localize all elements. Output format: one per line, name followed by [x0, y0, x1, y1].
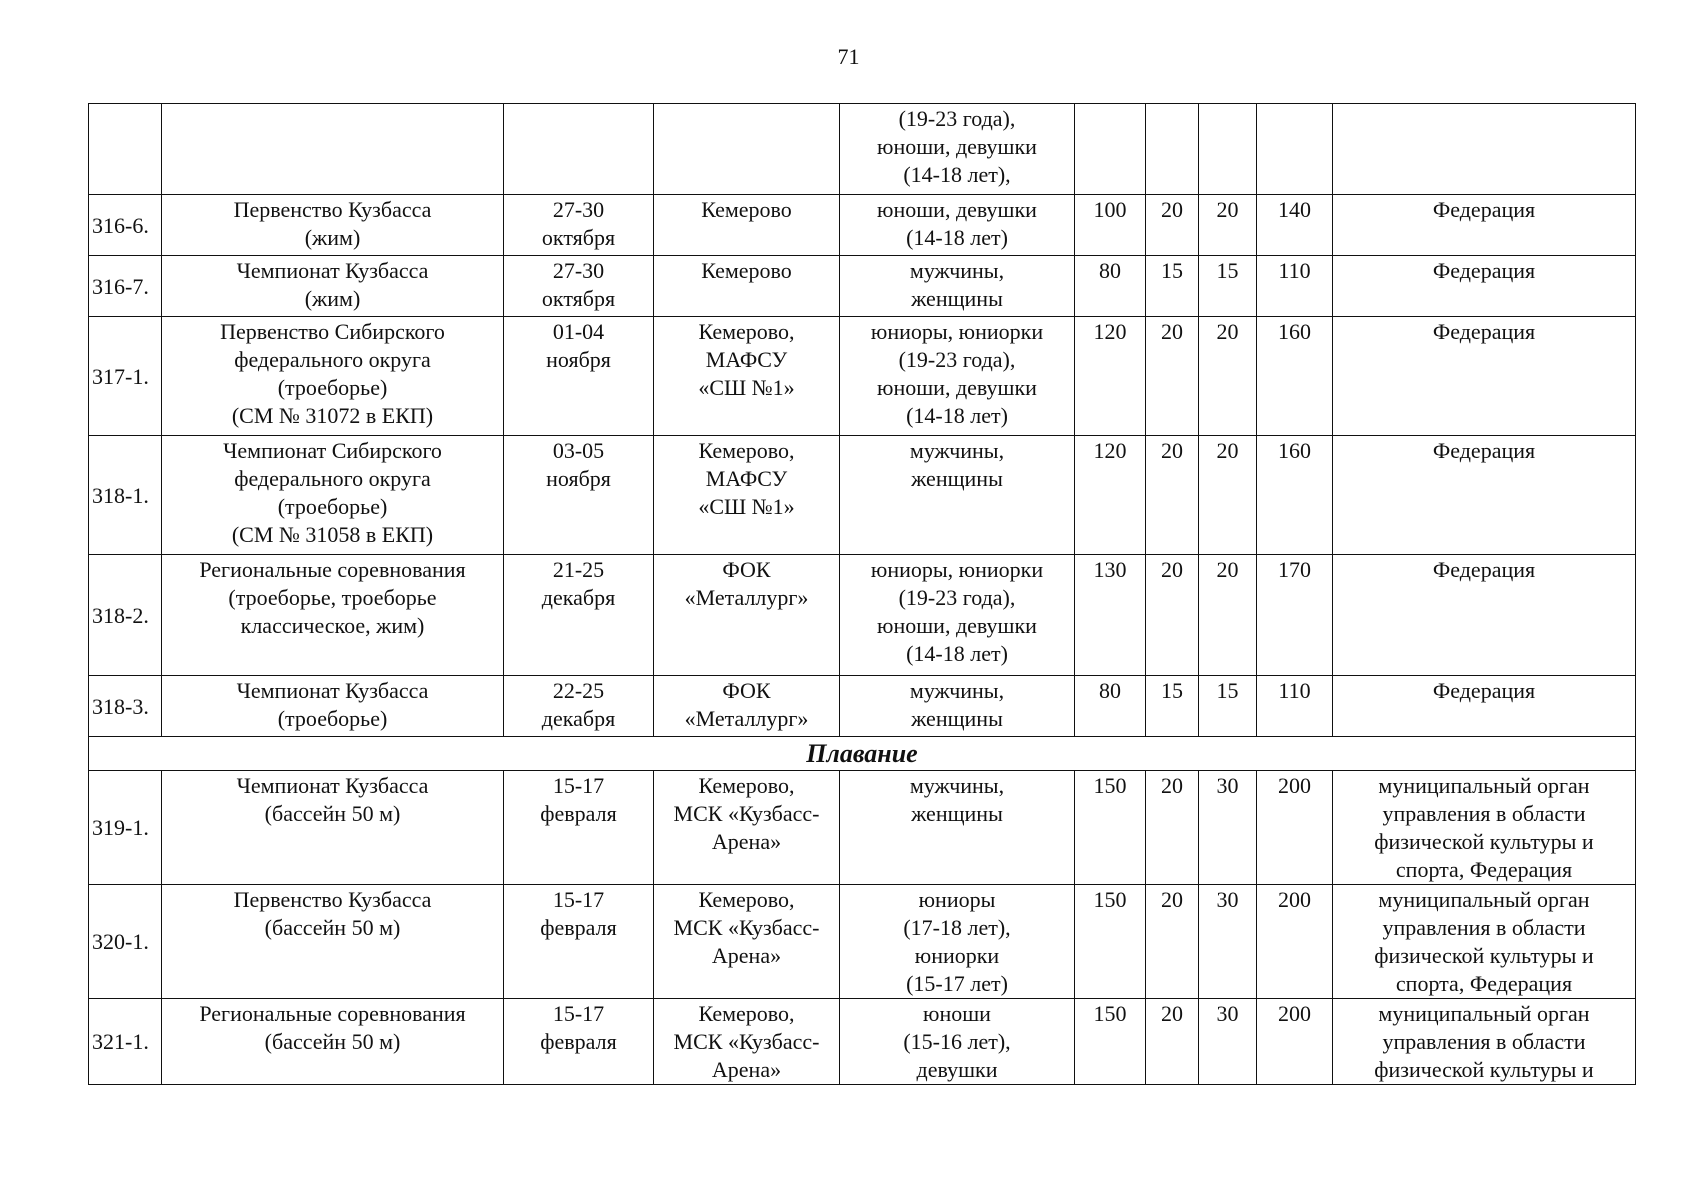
cell-col-1: 150: [1075, 885, 1146, 999]
table-row: [89, 256, 1636, 317]
cell-number: 321-1.: [89, 999, 162, 1085]
events-table: [88, 103, 1636, 1085]
table-row: [89, 555, 1636, 676]
cell-number: 320-1.: [89, 885, 162, 999]
cell-event-name: [162, 104, 504, 195]
cell-place: Кемерово: [654, 256, 840, 317]
cell-dates: 27-30 октября: [504, 256, 654, 317]
cell-event-name: Чемпионат Кузбасса (жим): [162, 256, 504, 317]
cell-dates: 27-30 октября: [504, 195, 654, 256]
cell-place: [654, 104, 840, 195]
cell-dates: [504, 104, 654, 195]
cell-place: ФОК «Металлург»: [654, 676, 840, 737]
cell-event-name: Первенство Кузбасса (жим): [162, 195, 504, 256]
cell-col-2: 20: [1146, 771, 1199, 885]
section-header-row: [89, 737, 1636, 771]
cell-col-1: 120: [1075, 317, 1146, 436]
cell-col-3: [1199, 104, 1257, 195]
cell-organizer: Федерация: [1333, 676, 1636, 737]
cell-col-4: 140: [1257, 195, 1333, 256]
table-row: [89, 317, 1636, 436]
cell-organizer: Федерация: [1333, 256, 1636, 317]
cell-place: Кемерово, МСК «Кузбасс- Арена»: [654, 771, 840, 885]
cell-dates: 21-25 декабря: [504, 555, 654, 676]
cell-organizer: Федерация: [1333, 317, 1636, 436]
table-row-continued: [89, 104, 1636, 195]
cell-event-name: Первенство Сибирского федерального округа (троеборье) (СМ № 31072 в ЕКП): [162, 317, 504, 436]
cell-col-4: 200: [1257, 999, 1333, 1085]
cell-organizer: муниципальный орган управления в области физической культуры и спорта, Федерация: [1333, 771, 1636, 885]
cell-organizer: Федерация: [1333, 436, 1636, 555]
page-number: 71: [837, 44, 860, 69]
cell-organizer: муниципальный орган управления в области физической культуры и: [1333, 999, 1636, 1085]
cell-col-1: 130: [1075, 555, 1146, 676]
cell-participants: юноши, девушки (14-18 лет): [840, 195, 1075, 256]
cell-participants: мужчины, женщины: [840, 676, 1075, 737]
cell-col-2: 20: [1146, 317, 1199, 436]
cell-place: Кемерово, МАФСУ «СШ №1»: [654, 317, 840, 436]
cell-col-4: 200: [1257, 885, 1333, 999]
cell-number: 318-3.: [89, 676, 162, 737]
cell-col-3: 30: [1199, 885, 1257, 999]
cell-event-name: Региональные соревнования (троеборье, троеборье классическое, жим): [162, 555, 504, 676]
cell-col-2: 20: [1146, 436, 1199, 555]
cell-col-1: 150: [1075, 771, 1146, 885]
cell-participants: мужчины, женщины: [840, 771, 1075, 885]
cell-place: Кемерово, МСК «Кузбасс- Арена»: [654, 885, 840, 999]
cell-number: 318-1.: [89, 436, 162, 555]
cell-col-3: 20: [1199, 317, 1257, 436]
cell-number: 319-1.: [89, 771, 162, 885]
cell-participants: мужчины, женщины: [840, 256, 1075, 317]
table-row: [89, 885, 1636, 999]
cell-col-2: [1146, 104, 1199, 195]
cell-participants: мужчины, женщины: [840, 436, 1075, 555]
cell-participants: (19-23 года), юноши, девушки (14-18 лет),: [840, 104, 1075, 195]
table-body-upper: [89, 104, 1636, 737]
table-row: [89, 195, 1636, 256]
cell-col-4: 200: [1257, 771, 1333, 885]
cell-dates: 03-05 ноября: [504, 436, 654, 555]
cell-col-1: 150: [1075, 999, 1146, 1085]
cell-organizer: Федерация: [1333, 195, 1636, 256]
cell-col-4: [1257, 104, 1333, 195]
cell-event-name: Чемпионат Кузбасса (троеборье): [162, 676, 504, 737]
cell-place: Кемерово: [654, 195, 840, 256]
table-row: [89, 676, 1636, 737]
cell-col-4: 110: [1257, 256, 1333, 317]
cell-col-2: 15: [1146, 256, 1199, 317]
cell-number: 317-1.: [89, 317, 162, 436]
cell-col-4: 170: [1257, 555, 1333, 676]
cell-organizer: Федерация: [1333, 555, 1636, 676]
cell-col-3: 15: [1199, 676, 1257, 737]
cell-place: Кемерово, МАФСУ «СШ №1»: [654, 436, 840, 555]
cell-dates: 01-04 ноября: [504, 317, 654, 436]
cell-place: Кемерово, МСК «Кузбасс- Арена»: [654, 999, 840, 1085]
cell-col-3: 20: [1199, 195, 1257, 256]
cell-col-2: 20: [1146, 885, 1199, 999]
section-title: Плавание: [89, 737, 1636, 771]
cell-col-3: 20: [1199, 555, 1257, 676]
cell-col-1: 80: [1075, 676, 1146, 737]
cell-col-2: 15: [1146, 676, 1199, 737]
cell-event-name: Региональные соревнования (бассейн 50 м): [162, 999, 504, 1085]
cell-event-name: Чемпионат Кузбасса (бассейн 50 м): [162, 771, 504, 885]
table-row: [89, 771, 1636, 885]
cell-col-3: 30: [1199, 771, 1257, 885]
cell-dates: 15-17 февраля: [504, 999, 654, 1085]
cell-organizer: [1333, 104, 1636, 195]
cell-participants: юноши (15-16 лет), девушки: [840, 999, 1075, 1085]
cell-event-name: Чемпионат Сибирского федерального округа (троеборье) (СМ № 31058 в ЕКП): [162, 436, 504, 555]
table-body-lower: [89, 771, 1636, 1085]
cell-place: ФОК «Металлург»: [654, 555, 840, 676]
cell-col-3: 30: [1199, 999, 1257, 1085]
cell-col-2: 20: [1146, 999, 1199, 1085]
cell-col-3: 20: [1199, 436, 1257, 555]
table-row: [89, 999, 1636, 1085]
cell-col-1: [1075, 104, 1146, 195]
cell-col-1: 100: [1075, 195, 1146, 256]
cell-col-2: 20: [1146, 555, 1199, 676]
cell-col-4: 160: [1257, 436, 1333, 555]
cell-organizer: муниципальный орган управления в области физической культуры и спорта, Федерация: [1333, 885, 1636, 999]
cell-dates: 15-17 февраля: [504, 885, 654, 999]
cell-event-name: Первенство Кузбасса (бассейн 50 м): [162, 885, 504, 999]
cell-number: 318-2.: [89, 555, 162, 676]
cell-col-4: 160: [1257, 317, 1333, 436]
cell-number: 316-7.: [89, 256, 162, 317]
cell-col-1: 120: [1075, 436, 1146, 555]
table-row: [89, 436, 1636, 555]
cell-dates: 15-17 февраля: [504, 771, 654, 885]
cell-col-2: 20: [1146, 195, 1199, 256]
cell-col-3: 15: [1199, 256, 1257, 317]
cell-col-4: 110: [1257, 676, 1333, 737]
cell-participants: юниоры, юниорки (19-23 года), юноши, девушки (14-18 лет): [840, 555, 1075, 676]
section-swimming: [89, 737, 1636, 771]
cell-number: 316-6.: [89, 195, 162, 256]
cell-participants: юниоры (17-18 лет), юниорки (15-17 лет): [840, 885, 1075, 999]
cell-col-1: 80: [1075, 256, 1146, 317]
cell-number: [89, 104, 162, 195]
cell-dates: 22-25 декабря: [504, 676, 654, 737]
cell-participants: юниоры, юниорки (19-23 года), юноши, девушки (14-18 лет): [840, 317, 1075, 436]
